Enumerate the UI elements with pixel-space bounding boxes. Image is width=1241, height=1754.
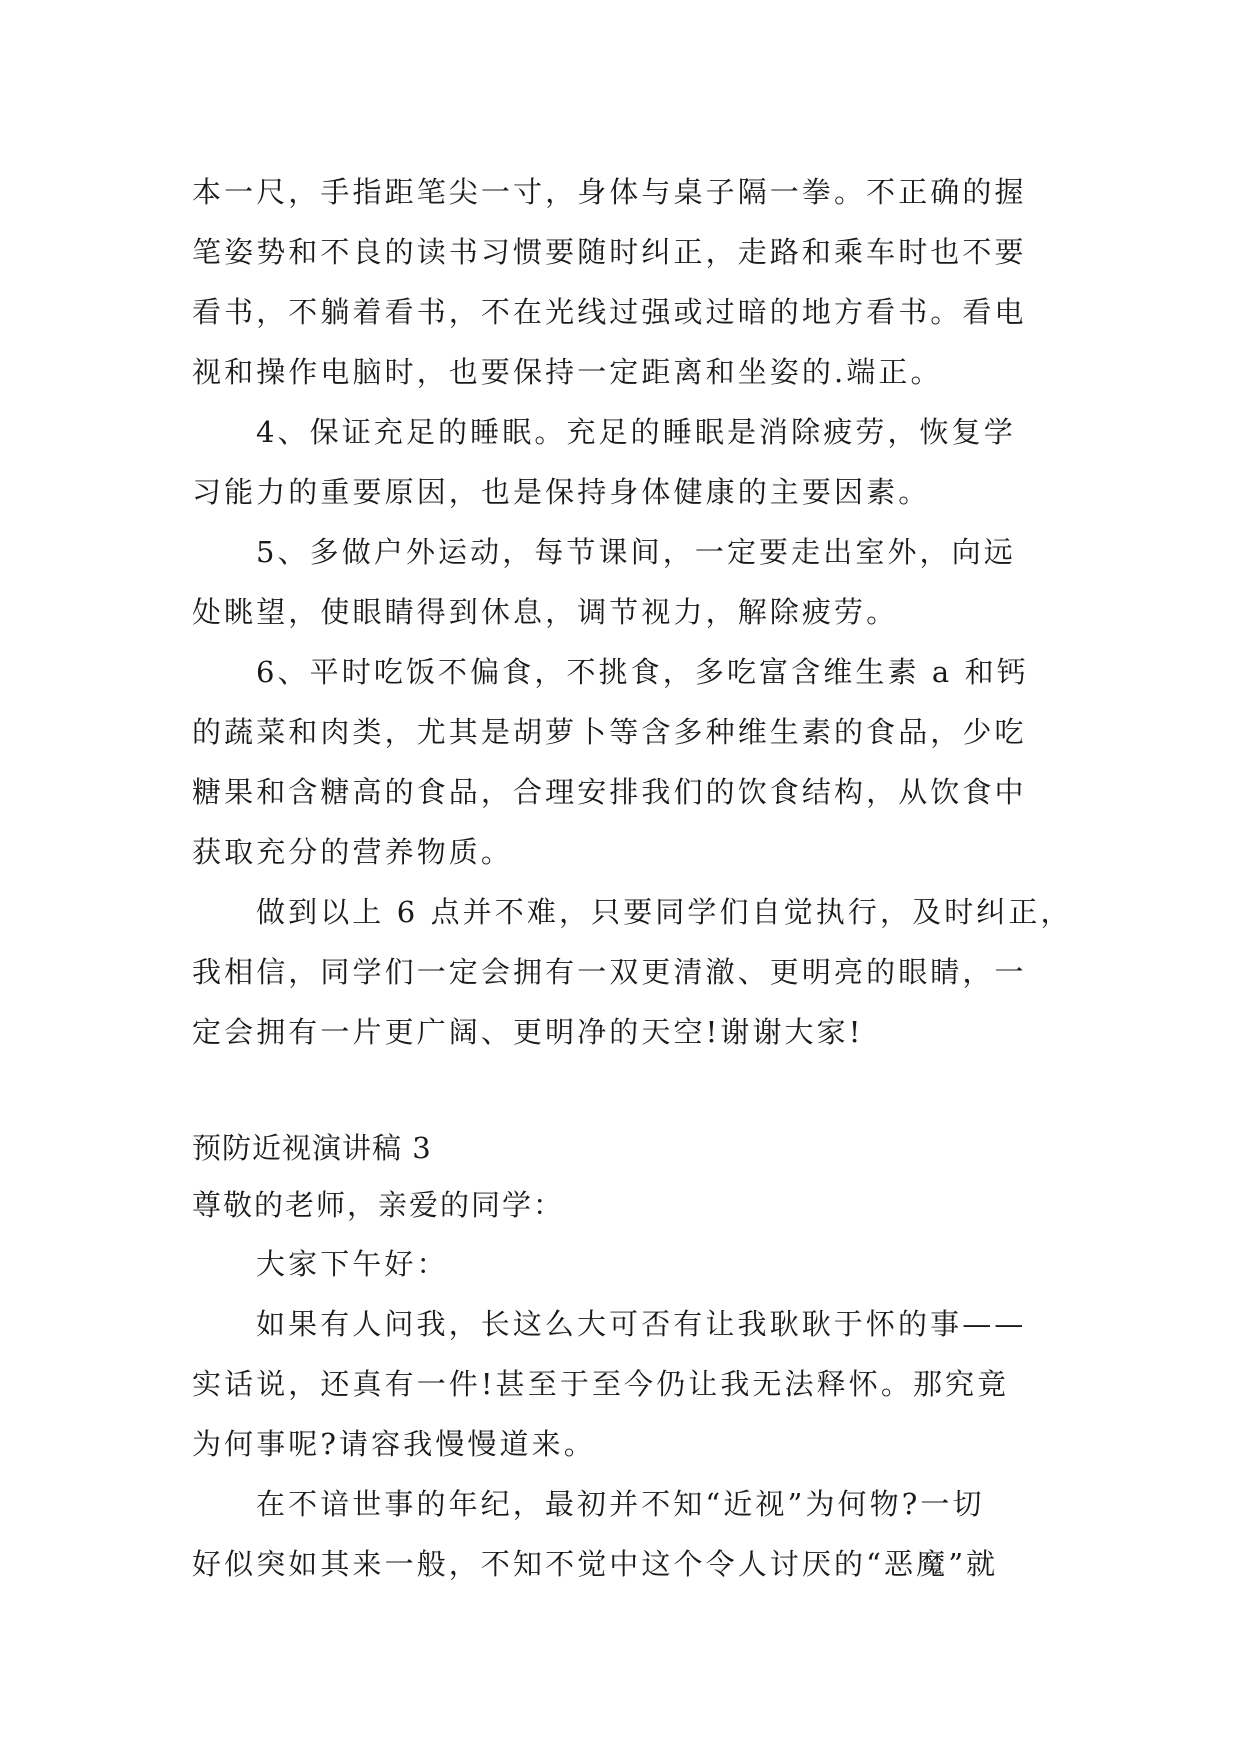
text-line: 视和操作电脑时，也要保持一定距离和坐姿的.端正。 [192,355,943,389]
text-line: 实话说，还真有一件!甚至于至今仍让我无法释怀。那究竟 [192,1367,1010,1401]
text-line: 大家下午好： [256,1247,449,1281]
text-line: 在不谙世事的年纪，最初并不知“近视”为何物?一切 [256,1487,985,1521]
text-line: 6、平时吃饭不偏食，不挑食，多吃富含维生素 a 和钙 [256,655,1029,689]
text-line: 糖果和含糖高的食品，合理安排我们的饮食结构，从饮食中 [192,775,1027,809]
text-line: 我相信，同学们一定会拥有一双更清澈、更明亮的眼睛，一 [192,955,1027,989]
text-line: 4、保证充足的睡眠。充足的睡眠是消除疲劳，恢复学 [256,415,1016,449]
text-line: 处眺望，使眼睛得到休息，调节视力，解除疲劳。 [192,595,899,629]
text-line: 定会拥有一片更广阔、更明净的天空!谢谢大家! [192,1015,864,1049]
text-line: 的蔬菜和肉类，尤其是胡萝卜等含多种维生素的食品，少吃 [192,715,1027,749]
text-line: 做到以上 6 点并不难，只要同学们自觉执行，及时纠正， [256,895,1073,929]
text-line: 如果有人问我，长这么大可否有让我耿耿于怀的事—— [256,1307,1027,1341]
text-line: 习能力的重要原因，也是保持身体健康的主要因素。 [192,475,931,509]
speech-title: 预防近视演讲稿 3 [192,1131,432,1165]
text-line: 笔姿势和不良的读书习惯要随时纠正，走路和乘车时也不要 [192,235,1027,269]
document-body [192,162,1073,1594]
text-line: 看书，不躺着看书，不在光线过强或过暗的地方看书。看电 [192,295,1027,329]
text-line: 好似突如其来一般，不知不觉中这个令人讨厌的“恶魔”就 [192,1547,999,1581]
salutation: 尊敬的老师，亲爱的同学： [192,1188,565,1222]
text-line: 5、多做户外运动，每节课间，一定要走出室外，向远 [256,535,1016,569]
text-line: 获取充分的营养物质。 [192,835,514,869]
text-line: 本一尺，手指距笔尖一寸，身体与桌子隔一拳。不正确的握 [192,175,1027,209]
text-line: 为何事呢?请容我慢慢道来。 [192,1427,596,1461]
